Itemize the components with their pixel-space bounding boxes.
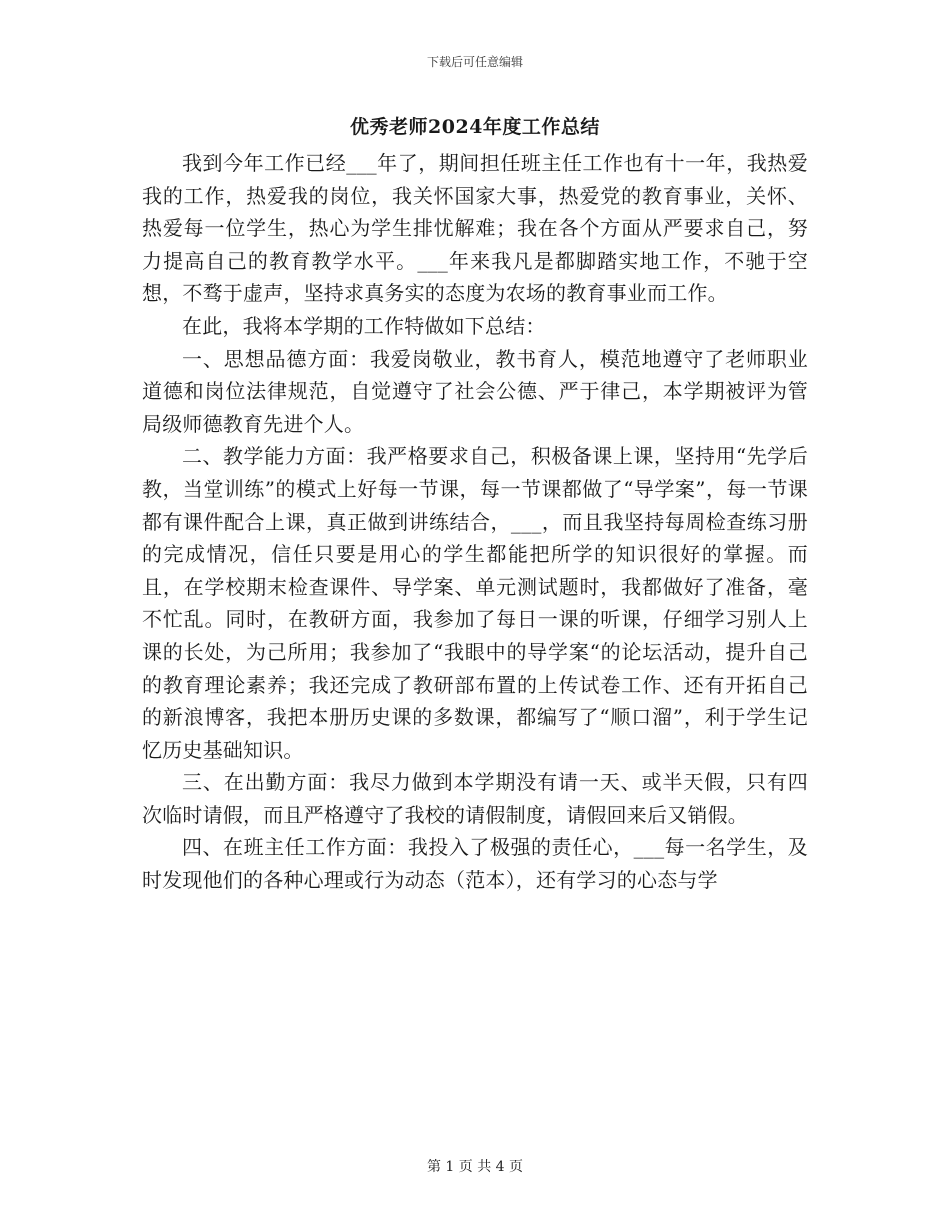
document-title: 优秀老师2024年度工作总结: [350, 116, 600, 138]
page-number: 第 1 页 共 4 页: [426, 1159, 524, 1175]
paragraph-attendance: 三、在出勤方面：我尽力做到本学期没有请一天、或半天假，只有四次临时请假，而且严格遵守了我校的请假制度，请假回来后又销假。: [142, 770, 808, 827]
paragraph-ethics: 一、思想品德方面：我爱岗敬业，教书育人，模范地遵守了老师职业道德和岗位法律规范，自觉遵守了社会公德、严于律己，本学期被评为管局级师德教育先进个人。: [142, 346, 808, 436]
paragraph-teaching: 二、教学能力方面：我严格要求自己，积极备课上课，坚持用“先学后教，当堂训练”的模式上好每一节课，每一节课都做了“导学案”，每一节课都有课件配合上课，真正做到讲练结合，___，而且我坚持每周检查练习册的完成情况，信任只要是用心的学生都能把所学的知识很好的掌握。而且，在学校期末检查课件、导学案、单元测试题时，我都做好了准备，毫不忙乱。同时，在教研方面，我参加了每日一课的听课，仔细学习别人上课的长处，为己所用；我参加了“我眼中的导学案“的论坛活动，提升自己的教育理论素养；我还完成了教研部布置的上传试卷工作、还有开拓自己的新浪博客，我把本册历史课的多数课，都编写了“顺口溜”，利于学生记忆历史基础知识。: [142, 444, 808, 762]
paragraph-intro: 我到今年工作已经___年了，期间担任班主任工作也有十一年，我热爱我的工作，热爱我的岗位，我关怀国家大事，热爱党的教育事业，关怀、热爱每一位学生，热心为学生排忧解难；我在各个方面从严要求自己，努力提高自己的教育教学水平。___年来我凡是都脚踏实地工作，不驰于空想，不骛于虚声，坚持求真务实的态度为农场的教育事业而工作。: [142, 151, 808, 306]
paragraph-class-teacher: 四、在班主任工作方面：我投入了极强的责任心，___每一名学生，及时发现他们的各种心理或行为动态（范本），还有学习的心态与学: [142, 835, 808, 893]
document-body: [142, 147, 808, 897]
paragraph-summary-lead: 在此，我将本学期的工作特做如下总结：: [182, 313, 546, 338]
page-header-note: 下载后可任意编辑: [426, 55, 523, 69]
